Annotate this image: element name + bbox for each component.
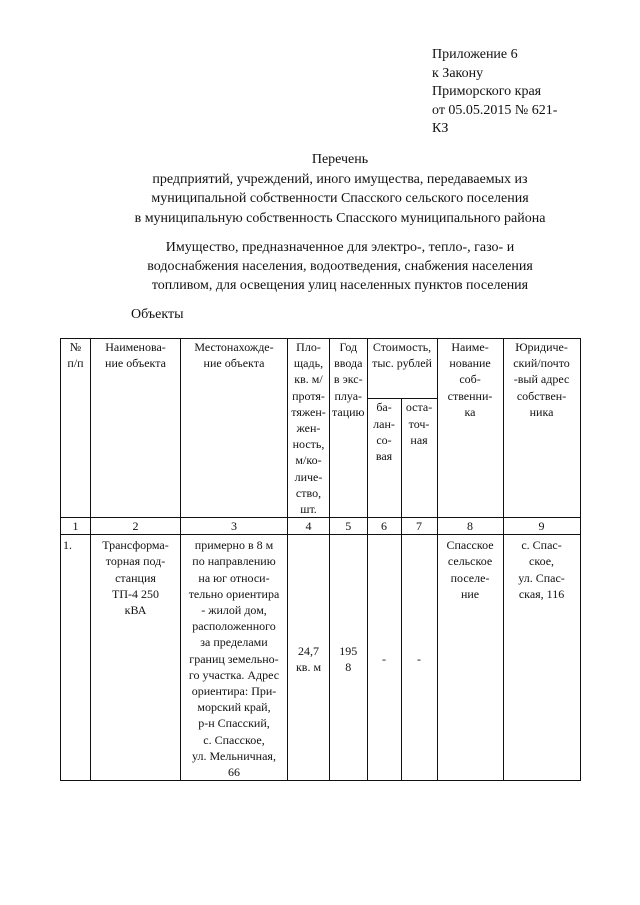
cell-text-line: границ земельно- — [189, 651, 279, 666]
cell-text-line: ника — [529, 404, 554, 419]
cell-text-line: ориентира: При- — [191, 684, 277, 699]
cell-year — [330, 535, 368, 781]
column-number: 3 — [181, 518, 288, 535]
cell-residual-cost: - — [401, 535, 437, 781]
header-num — [61, 339, 91, 518]
cell-text-line: тельно ориентира — [188, 586, 280, 601]
cell-text-line: с. Спас- — [521, 538, 562, 553]
cell-text-line: протя- — [292, 388, 325, 403]
column-number: 5 — [330, 518, 368, 535]
cell-text-line: по направлению — [192, 554, 276, 569]
cell-num: 1. — [61, 535, 91, 781]
cell-text-line: ка — [464, 404, 476, 419]
annex-header — [432, 46, 557, 139]
cell-text-line: Наименова- — [105, 340, 166, 354]
cell-text-line: Пло- — [296, 340, 321, 354]
column-number: 8 — [437, 518, 503, 535]
cell-text-line: оста- — [405, 400, 433, 415]
cell-text-line: личе- — [294, 469, 323, 484]
cell-text-line: 66 — [228, 765, 240, 780]
cell-text-line: тыс. рублей — [372, 356, 432, 371]
cell-text-line: тяжен- — [291, 404, 326, 419]
cell-text-line: ул. Спас- — [518, 570, 565, 585]
cell-text-line: со- — [376, 432, 392, 447]
cell-text-line: го участка. Адрес — [188, 667, 280, 682]
cell-address — [503, 535, 580, 781]
cell-text-line: Спасское — [446, 538, 494, 553]
cell-text-line: кв. м/ — [294, 372, 323, 387]
cell-text-line: с. Спасское, — [203, 732, 265, 747]
cell-text-line: ТП-4 250 — [112, 586, 159, 601]
annex-line: КЗ — [432, 121, 449, 137]
cell-text-line: Год — [339, 340, 358, 354]
subtitle-line: топливом, для освещения улиц населенных пунктов поселения — [151, 278, 529, 293]
header-name — [91, 339, 181, 518]
cell-text-line: ность, — [292, 437, 325, 452]
cell-text-line: ние объекта — [105, 356, 166, 371]
cell-text-line: расположенного — [192, 619, 276, 634]
cell-text-line: нование — [449, 356, 491, 371]
cell-text-line: станция — [115, 570, 156, 585]
annex-line: Приморского края — [432, 84, 542, 100]
cell-text-line: -вый адрес — [513, 372, 570, 387]
cell-text-line: сельское — [447, 554, 493, 569]
cell-text-line: ная — [410, 432, 428, 447]
cell-text-line: м/ко- — [295, 453, 322, 468]
cell-text-line: в экс- — [333, 372, 363, 387]
cell-text-line: 195 — [339, 643, 358, 658]
title-line: Перечень — [311, 152, 369, 167]
column-number: 6 — [367, 518, 401, 535]
cell-text-line: вая — [375, 448, 393, 463]
cell-text-line: п/п — [67, 356, 84, 371]
cell-text-line: жен- — [296, 421, 321, 436]
header-cost — [367, 339, 437, 399]
cell-text-line: р-н Спасский, — [198, 716, 270, 731]
column-number: 4 — [288, 518, 330, 535]
cell-text-line: ственни- — [447, 388, 493, 403]
subtitle-line: Имущество, предназначенное для электро-, тепло-, газо- и — [165, 240, 515, 255]
cell-text-line: - жилой дом, — [201, 603, 267, 618]
cell-text-line: № — [69, 340, 82, 354]
table-row — [61, 535, 581, 781]
header-owner — [437, 339, 503, 518]
cell-text-line: Трансформа- — [102, 538, 169, 553]
cell-text-line: ние — [460, 586, 480, 601]
cell-owner — [437, 535, 503, 781]
cell-text-line: морский край, — [197, 700, 271, 715]
annex-line: к Закону — [432, 65, 484, 81]
cell-text-line: ский/почто — [513, 356, 570, 371]
cell-text-line: ба- — [376, 400, 392, 415]
cell-text-line: щадь, — [293, 356, 324, 371]
header-balance-cost — [367, 399, 401, 518]
cell-text-line: примерно в 8 м — [194, 538, 274, 553]
cell-text-line: лан- — [373, 416, 395, 431]
subtitle-line: водоснабжения населения, водоотведения, снабжения населения — [147, 259, 533, 274]
header-year — [330, 339, 368, 518]
column-number: 1 — [61, 518, 91, 535]
title-line: муниципальной собственности Спасского сельского поселения — [151, 191, 529, 206]
objects-table — [60, 338, 581, 781]
cell-text-line: ул. Мельничная, — [192, 748, 276, 763]
cell-text-line: соб- — [459, 372, 481, 387]
cell-text-line: поселе- — [450, 570, 490, 585]
cell-text-line: 24,7 — [298, 643, 319, 658]
property-category-heading — [60, 238, 620, 295]
cell-text-line: торная под- — [105, 554, 166, 569]
annex-line: Приложение 6 — [432, 47, 518, 62]
column-number-row — [61, 518, 581, 535]
cell-name — [91, 535, 181, 781]
cell-text-line: ство, — [295, 485, 322, 500]
column-number: 2 — [91, 518, 181, 535]
header-residual-cost — [401, 399, 437, 518]
cell-text-line: Стоимость, — [372, 340, 432, 354]
cell-text-line: точ- — [408, 416, 430, 431]
cell-text-line: Наиме- — [451, 340, 489, 354]
cell-text-line: на юг относи- — [198, 570, 270, 585]
cell-text-line: ская, 116 — [518, 586, 565, 601]
cell-text-line: ское, — [529, 554, 555, 569]
cell-text-line: за пределами — [200, 635, 268, 650]
cell-text-line: собствен- — [516, 388, 567, 403]
cell-text-line: шт. — [300, 502, 317, 517]
cell-location — [181, 535, 288, 781]
header-address — [503, 339, 580, 518]
cell-text-line: ввода — [334, 356, 363, 371]
title-line: в муниципальную собственность Спасского муниципального района — [134, 210, 546, 226]
column-number: 9 — [503, 518, 580, 535]
cell-balance-cost: - — [367, 535, 401, 781]
document-title — [60, 150, 620, 228]
header-location — [181, 339, 288, 518]
annex-line: от 05.05.2015 № 621- — [432, 102, 558, 118]
cell-text-line: Юридиче- — [515, 340, 568, 354]
cell-text-line: плуа- — [334, 388, 363, 403]
table-header-row — [61, 339, 581, 399]
cell-text-line: тацию — [332, 404, 365, 419]
cell-area — [288, 535, 330, 781]
title-line: предприятий, учреждений, иного имущества, передаваемых из — [152, 171, 528, 187]
cell-text-line: кв. м — [295, 659, 322, 674]
column-number: 7 — [401, 518, 437, 535]
section-label: Объекты — [131, 307, 184, 322]
cell-text-line: 8 — [345, 659, 352, 674]
cell-text-line: кВА — [124, 603, 147, 618]
cell-text-line: Местонахожде- — [194, 340, 274, 354]
cell-text-line: ние объекта — [203, 356, 265, 371]
header-area — [288, 339, 330, 518]
